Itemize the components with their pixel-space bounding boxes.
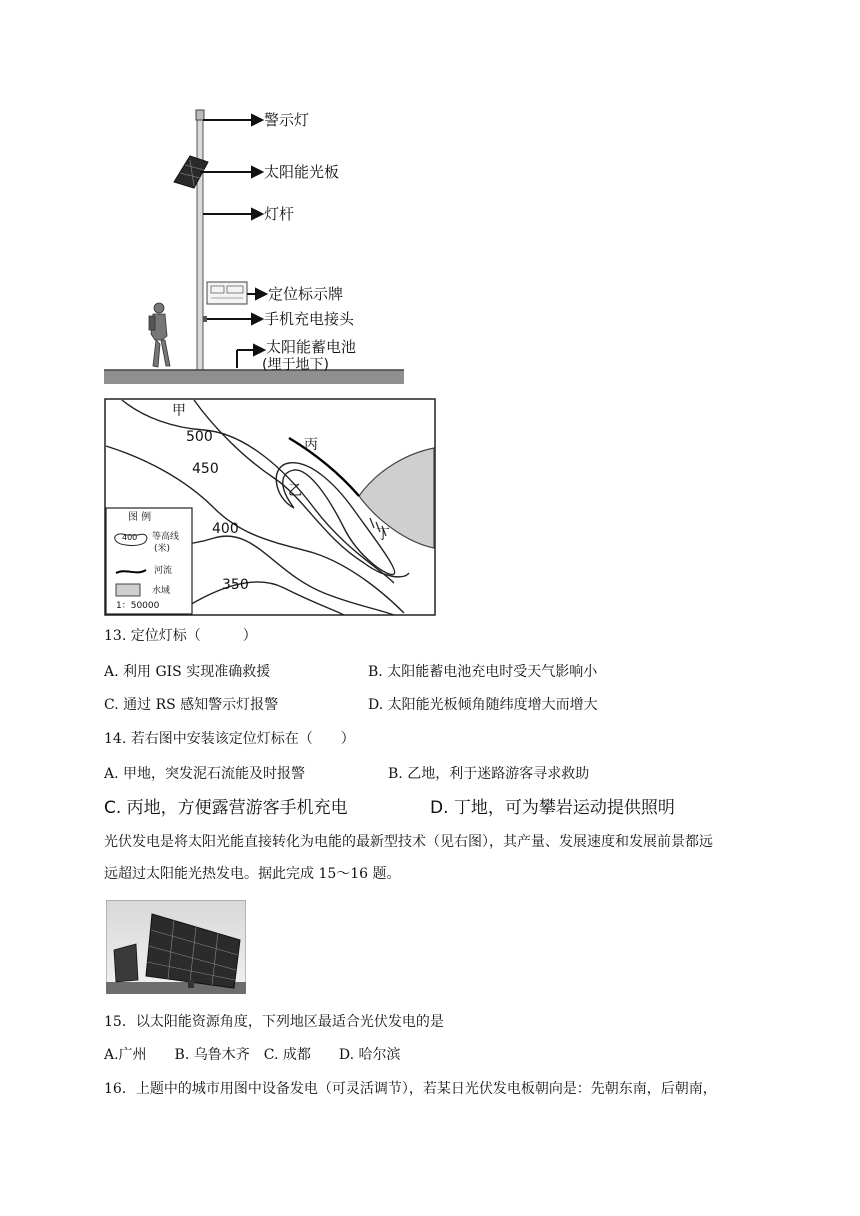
q14-option-c: C. 丙地，方便露营游客手机充电 [104,798,348,818]
q13-option-c: C. 通过 RS 感知警示灯报警 [104,697,279,713]
q16-stem: 16．上题中的城市用图中设备发电（可灵活调节），若某日光伏发电板朝向是：先朝东南，后朝南， [104,1081,717,1097]
contour-450: 450 [192,461,219,477]
contour-350: 350 [222,577,249,593]
legend-water: 水域 [152,586,171,596]
label-charging-port: 手机充电接头 [264,310,355,328]
q13-stem: 13. 定位灯标（ ） [104,628,257,644]
contour-500: 500 [186,429,213,445]
intro-line-2: 远超过太阳能光热发电。据此完成 15～16 题。 [104,866,401,882]
label-warning-light: 警示灯 [264,111,310,129]
lamp-post-figure [104,104,404,388]
q15-options: A.广州 B. 乌鲁木齐 C. 成都 D. 哈尔滨 [104,1047,401,1063]
label-location-sign: 定位标示牌 [268,285,344,303]
legend-river: 河流 [154,566,173,576]
legend-contour-unit: (米) [154,544,171,554]
lamp-post-drawing [104,104,404,388]
q13-option-d: D. 太阳能光板倾角随纬度增大而增大 [368,697,598,713]
pv-panel-drawing [106,900,246,994]
q13-option-b: B. 太阳能蓄电池充电时受天气影响小 [368,664,598,680]
place-bing: 丙 [304,437,318,453]
intro-line-1: 光伏发电是将太阳光能直接转化为电能的最新型技术（见右图），其产量、发展速度和发展前景都远 [104,834,713,850]
label-pole: 灯杆 [264,205,295,223]
q14-stem: 14. 若右图中安装该定位灯标在（ ） [104,731,355,747]
pv-panel-photo [106,900,246,994]
q15-stem: 15．以太阳能资源角度，下列地区最适合光伏发电的是 [104,1014,444,1030]
q14-option-b: B. 乙地，利于迷路游客寻求救助 [388,766,590,782]
place-ding: 丁 [376,527,390,543]
label-battery: 太阳能蓄电池 [266,338,357,356]
q14-option-d: D. 丁地，可为攀岩运动提供照明 [430,798,675,818]
place-yi: 乙 [288,483,302,499]
contour-400: 400 [212,521,239,537]
place-jia: 甲 [172,403,186,419]
legend-title: 图 例 [128,512,152,523]
q13-option-a: A. 利用 GIS 实现准确救援 [104,664,271,680]
contour-map-drawing [104,398,436,616]
legend-contour-sample: 400 [122,533,138,542]
legend-contour-label: 等高线 [152,532,180,542]
label-solar-panel: 太阳能光板 [264,163,340,181]
q14-option-a: A. 甲地，突发泥石流能及时报警 [104,766,306,782]
contour-map-figure [104,398,436,616]
label-battery-buried: (埋于地下) [262,357,329,373]
legend-scale: 1：50000 [116,601,160,611]
